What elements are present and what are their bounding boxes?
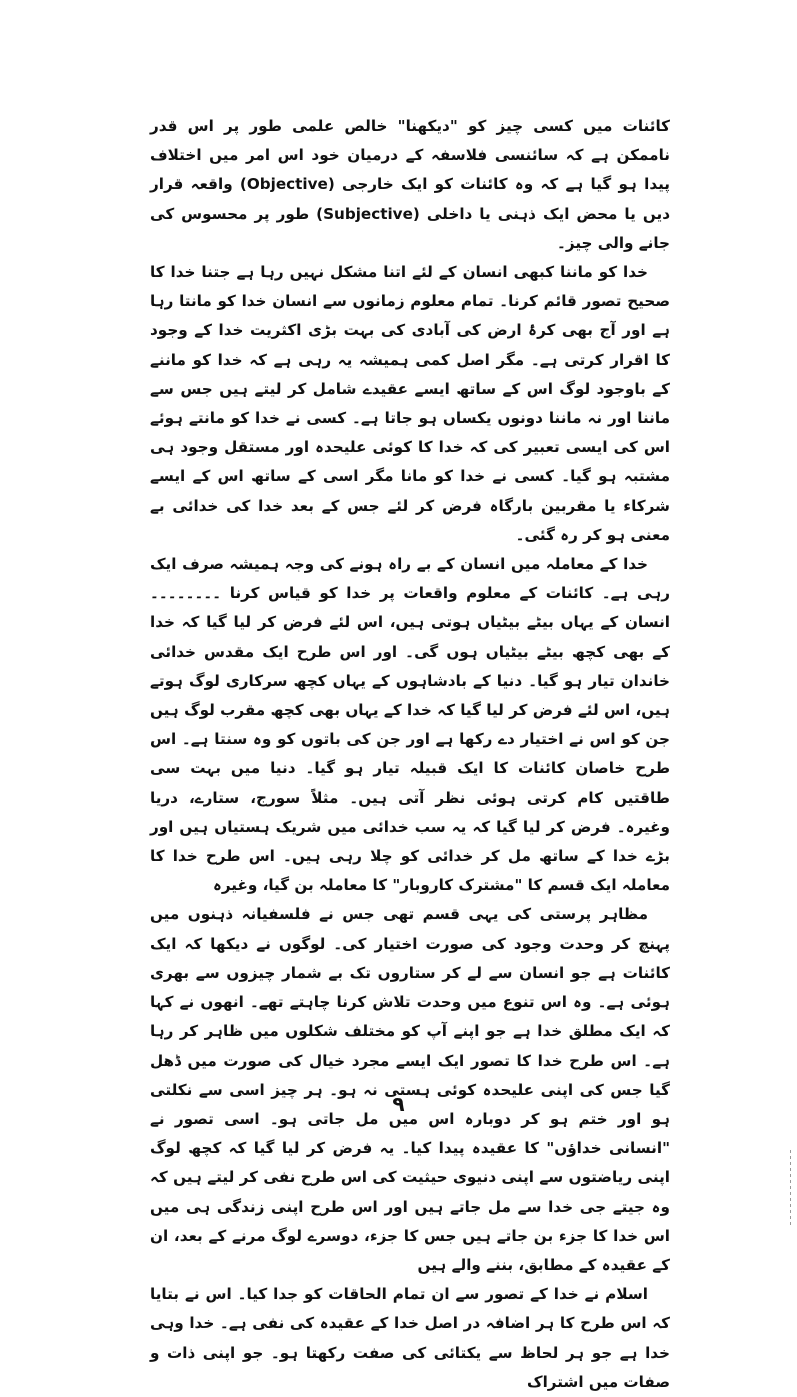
paragraph-4: مظاہر پرستی کی یہی قسم تھی جس نے فلسفیانہ ذہنوں میں پہنچ کر وحدت وجود کی صورت اختیار کی۔ لوگوں نے دیکھا کہ ایک کائنات ہے جو انسان سے لے کر ستاروں تک بے شمار چیزوں سے بھری ہوئی ہے۔ وہ اس تنوع میں وحدت تلاش کرنا چاہتے تھے۔ انھوں نے کہا کہ ایک مطلق خدا ہے جو اپنے آپ کو مختلف شکلوں میں ظاہر کر رہا ہے۔ اس طرح خدا کا تصور ایک ایسے مجرد خیال کی صورت میں ڈھل گیا جس کی اپنی علیحدہ کوئی ہستی نہ ہو۔ ہر چیز اسی سے نکلتی ہو اور ختم ہو کر دوبارہ اس میں مل جاتی ہو۔ اسی تصور نے "انسانی خداؤں" کا عقیدہ پیدا کیا۔ یہ فرض کر لیا گیا کہ کچھ لوگ اپنی ریاضتوں سے اپنی دنیوی حیثیت کی اس طرح نفی کر لیتے ہیں کہ وہ جیتے جی خدا سے مل جاتے ہیں اور اس طرح اپنی زندگی ہی میں اس خدا کا جزء بن جاتے ہیں جس کا جزء، دوسرے لوگ مرنے کے بعد، ان کے عقیدہ کے مطابق، بننے والے ہیں xyxy=(150,905,670,1274)
paragraph-5: اسلام نے خدا کے تصور سے ان تمام الحاقات کو جدا کیا۔ اس نے بتایا کہ اس طرح کا ہر اضافہ در اصل خدا کے عقیدہ کی نفی ہے۔ خدا وہی خدا ہے جو ہر لحاظ سے یکتائی کی صفت رکھتا ہو۔ جو اپنی ذات و صفات میں اشتراک xyxy=(150,1285,670,1391)
page-number: ۹ xyxy=(392,1092,405,1116)
urdu-body-text xyxy=(150,112,670,1397)
paragraph-2: خدا کو ماننا کبھی انسان کے لئے اتنا مشکل نہیں رہا ہے جتنا خدا کا صحیح تصور قائم کرنا۔ تمام معلوم زمانوں سے انسان خدا کو مانتا رہا ہے اور آج بھی کرۂ ارض کی آبادی کی بہت بڑی اکثریت خدا کے وجود کا اقرار کرتی ہے۔ مگر اصل کمی ہمیشہ یہ رہی ہے کہ خدا کو ماننے کے باوجود لوگ اس کے ساتھ ایسے عقیدے شامل کر لیتے ہیں جس سے ماننا اور نہ ماننا دونوں یکساں ہو جاتا ہے۔ کسی نے خدا کو مانتے ہوئے اس کی ایسی تعبیر کی کہ خدا کا کوئی علیحدہ اور مستقل وجود ہی مشتبہ ہو گیا۔ کسی نے خدا کو مانا مگر اسی کے ساتھ اس کے ایسے شرکاء یا مقربین بارگاہ فرض کر لئے جس کے بعد خدا کی خدائی بے معنی ہو کر رہ گئی۔ xyxy=(150,263,670,544)
paragraph-3: خدا کے معاملہ میں انسان کے بے راہ ہونے کی وجہ ہمیشہ صرف ایک رہی ہے۔ کائنات کے معلوم واقعات پر خدا کو قیاس کرنا ۔۔۔۔۔۔۔۔ انسان کے یہاں بیٹے بیٹیاں ہوتی ہیں، اس لئے فرض کر لیا گیا کہ خدا کے بھی کچھ بیٹے بیٹیاں ہوں گی۔ اور اس طرح ایک مقدس خدائی خاندان تیار ہو گیا۔ دنیا کے بادشاہوں کے یہاں کچھ سرکاری لوگ ہوتے ہیں، اس لئے فرض کر لیا گیا کہ خدا کے یہاں بھی کچھ مقرب لوگ ہیں جن کو اس نے اختیار دے رکھا ہے اور جن کی باتوں کو وہ سنتا ہے۔ اس طرح خاصان کائنات کا ایک قبیلہ تیار ہو گیا۔ دنیا میں بہت سی طاقتیں کام کرتی ہوئی نظر آتی ہیں۔ مثلاً سورج، ستارے، دریا وغیرہ۔ فرض کر لیا گیا کہ یہ سب خدائی میں شریک ہستیاں ہیں اور بڑے خدا کے ساتھ مل کر خدائی کو چلا رہی ہیں۔ اس طرح خدا کا معاملہ ایک قسم کا "مشترک کاروبار" کا معاملہ بن گیا، وغیرہ xyxy=(150,555,670,895)
scan-edge-mark xyxy=(790,1150,791,1228)
paragraph-1: کائنات میں کسی چیز کو "دیکھنا" خالص علمی طور پر اس قدر ناممکن ہے کہ سائنسی فلاسفہ کے درمیان خود اس امر میں اختلاف پیدا ہو گیا ہے کہ وہ کائنات کو ایک خارجی (Objective) واقعہ قرار دیں یا محض ایک ذہنی یا داخلی (Subjective) طور پر محسوس کی جانے والی چیز۔ xyxy=(150,117,671,252)
